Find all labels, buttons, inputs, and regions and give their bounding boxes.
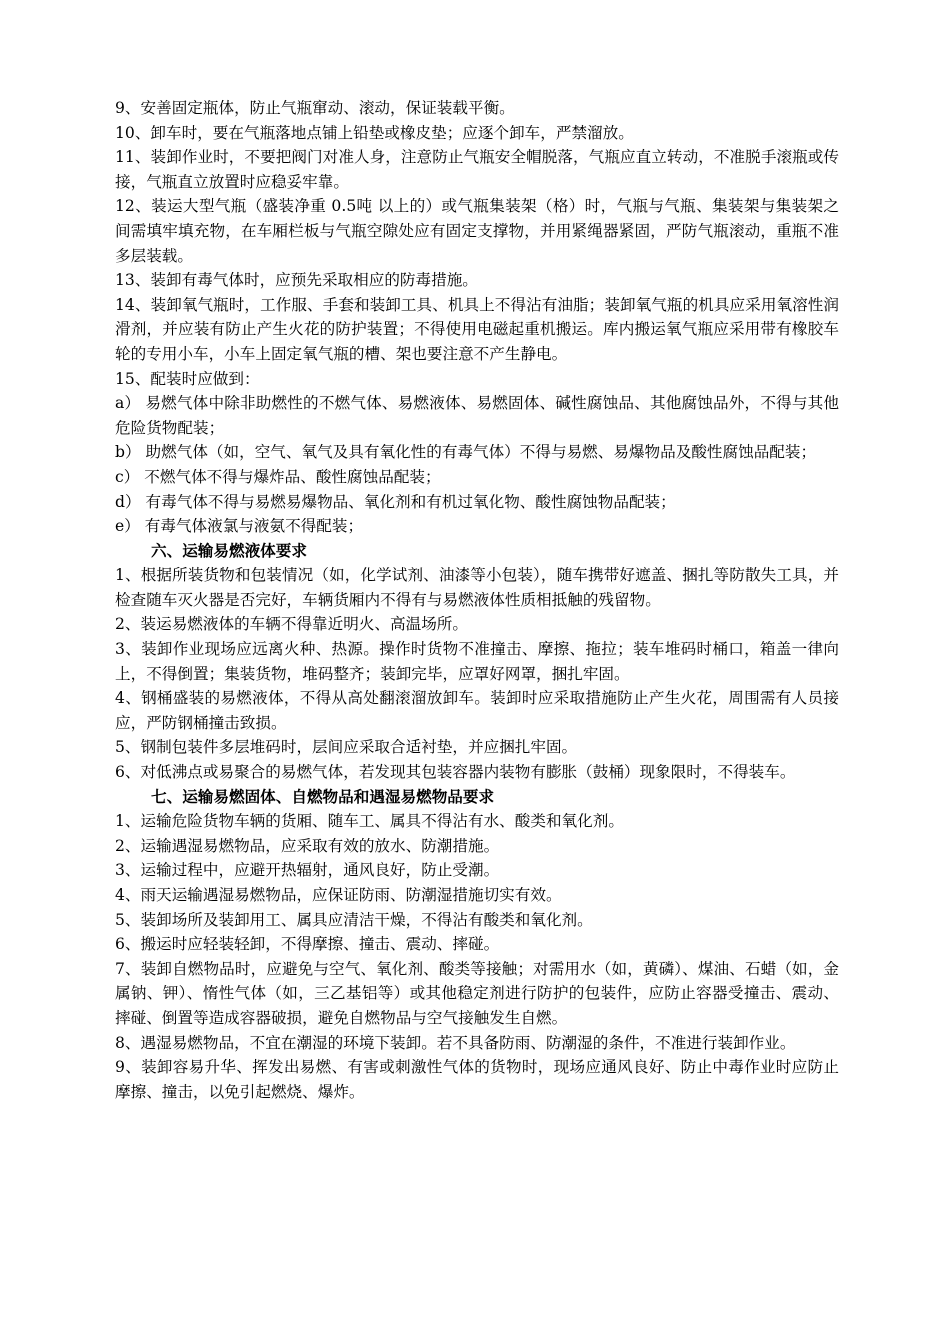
paragraph: 3、装卸作业现场应远离火种、热源。操作时货物不准撞击、摩擦、拖拉；装车堆码时桶口，箱盖一律向上，不得倒置；集装货物，堆码整齐；装卸完毕，应罩好网罩，捆扎牢固。 bbox=[115, 640, 839, 683]
paragraph: 4、钢桶盛装的易燃液体，不得从高处翻滚溜放卸车。装卸时应采取措施防止产生火花，周围需有人员接应，严防钢桶撞击致损。 bbox=[115, 689, 839, 732]
paragraph: 12、装运大型气瓶（盛装净重 0.5吨 以上的）或气瓶集装架（格）时，气瓶与气瓶、集装架与集装架之间需填牢填充物，在车厢栏板与气瓶空隙处应有固定支撑物，并用紧绳器紧固，严防气瓶滚动，重瓶不准多层装载。 bbox=[115, 197, 839, 265]
paragraph: 6、搬运时应轻装轻卸，不得摩擦、撞击、震动、摔碰。 bbox=[115, 935, 500, 954]
section-heading: 七、运输易燃固体、自燃物品和遇湿易燃物品要求 bbox=[151, 786, 495, 806]
document-page bbox=[115, 96, 839, 1104]
paragraph: 3、运输过程中，应避开热辐射，通风良好，防止受潮。 bbox=[115, 861, 500, 880]
paragraph: 9、安善固定瓶体，防止气瓶窜动、滚动，保证装载平衡。 bbox=[115, 99, 515, 117]
paragraph: 1、运输危险货物车辆的货厢、随车工、属具不得沾有水、酸类和氧化剂。 bbox=[115, 812, 624, 831]
list-item: b） 助燃气体（如，空气、氧气及具有氧化性的有毒气体）不得与易燃、易爆物品及酸性腐蚀品配装； bbox=[115, 443, 817, 462]
paragraph: 10、卸车时，要在气瓶落地点铺上铅垫或橡皮垫；应逐个卸车，严禁溜放。 bbox=[115, 123, 634, 142]
list-item: e） 有毒气体液氯与液氨不得配装； bbox=[115, 517, 364, 536]
section-heading: 六、运输易燃液体要求 bbox=[151, 540, 307, 560]
paragraph: 6、对低沸点或易聚合的易燃气体，若发现其包装容器内装物有膨胀（鼓桶）现象限时，不得装车。 bbox=[115, 763, 796, 782]
paragraph: 15、配装时应做到： bbox=[115, 369, 260, 388]
paragraph: 5、钢制包装件多层堆码时，层间应采取合适衬垫，并应捆扎牢固。 bbox=[115, 738, 578, 757]
paragraph: 7、装卸自燃物品时，应避免与空气、氧化剂、酸类等接触；对需用水（如，黄磷）、煤油、石蜡（如，金属钠、钾）、惰性气体（如，三乙基铝等）或其他稳定剂进行防护的包装件，应防止容器受撞击、震动、摔碰、倒置等造成容器破损，避免自燃物品与空气接触发生自燃。 bbox=[115, 959, 839, 1027]
paragraph: 4、雨天运输遇湿易燃物品，应保证防雨、防潮湿措施切实有效。 bbox=[115, 886, 562, 904]
paragraph: 8、遇湿易燃物品，不宜在潮湿的环境下装卸。若不具备防雨、防潮湿的条件，不准进行装卸作业。 bbox=[115, 1033, 796, 1052]
paragraph: 11、装卸作业时，不要把阀门对准人身，注意防止气瓶安全帽脱落，气瓶应直立转动，不准脱手滚瓶或传接，气瓶直立放置时应稳妥牢靠。 bbox=[115, 148, 839, 191]
list-item: a） 易燃气体中除非助燃性的不燃气体、易燃液体、易燃固体、碱性腐蚀品、其他腐蚀品外，不得与其他危险货物配装； bbox=[115, 394, 839, 437]
paragraph: 14、装卸氧气瓶时，工作服、手套和装卸工具、机具上不得沾有油脂；装卸氧气瓶的机具应采用氧溶性润滑剂，并应装有防止产生火花的防护装置；不得使用电磁起重机搬运。库内搬运氧气瓶应采用带有橡胶车轮的专用小车，小车上固定氧气瓶的槽、架也要注意不产生静电。 bbox=[115, 295, 839, 363]
paragraph: 13、装卸有毒气体时，应预先采取相应的防毒措施。 bbox=[115, 271, 478, 290]
paragraph: 1、根据所装货物和包装情况（如，化学试剂、油漆等小包装），随车携带好遮盖、捆扎等防散失工具，并检查随车灭火器是否完好，车辆货厢内不得有与易燃液体性质相抵触的残留物。 bbox=[115, 566, 839, 609]
list-item: c） 不燃气体不得与爆炸品、酸性腐蚀品配装； bbox=[115, 467, 441, 486]
list-item: d） 有毒气体不得与易燃易爆物品、氧化剂和有机过氧化物、酸性腐蚀物品配装； bbox=[115, 492, 676, 511]
paragraph: 5、装卸场所及装卸用工、属具应清洁干燥，不得沾有酸类和氧化剂。 bbox=[115, 910, 593, 929]
paragraph: 2、装运易燃液体的车辆不得靠近明火、高温场所。 bbox=[115, 615, 468, 634]
paragraph: 2、运输遇湿易燃物品，应采取有效的放水、防潮措施。 bbox=[115, 836, 500, 855]
paragraph: 9、装卸容易升华、挥发出易燃、有害或刺激性气体的货物时，现场应通风良好、防止中毒作业时应防止摩擦、撞击，以免引起燃烧、爆炸。 bbox=[115, 1058, 839, 1101]
